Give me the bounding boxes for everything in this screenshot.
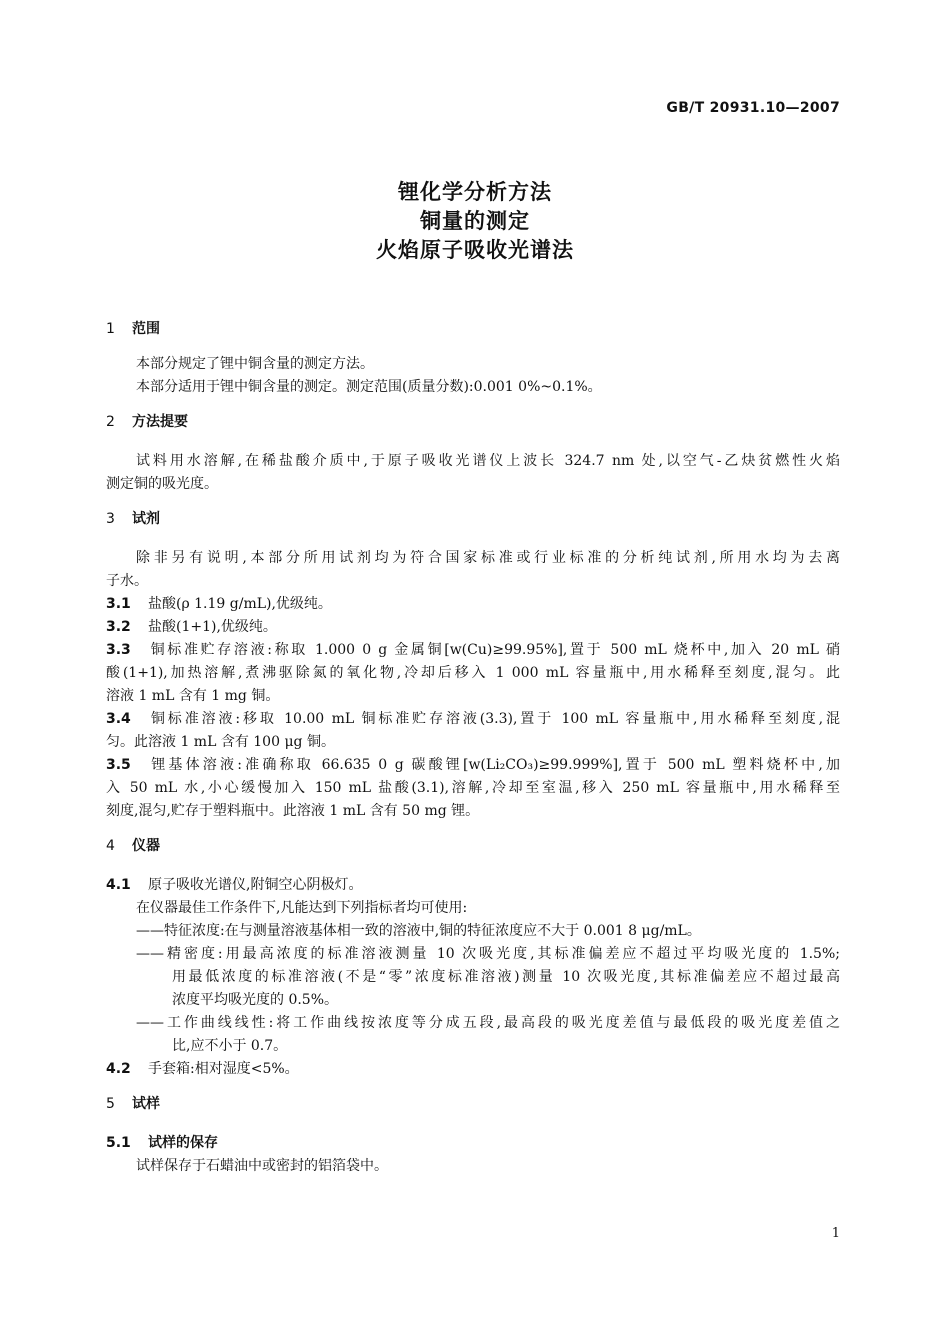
document-body (106, 318, 840, 1178)
section-heading-1: 1 范围 (106, 321, 160, 337)
standard-code: GB/T 20931.10—2007 (666, 100, 840, 116)
list-item: 4.2 手套箱:相对湿度<5%。 (106, 1061, 299, 1077)
title-line-3: 火焰原子吸收光谱法 (376, 238, 574, 262)
section-heading-2: 2 方法提要 (106, 414, 188, 430)
list-item: 3.3 铜标准贮存溶液:称取 1.000 0 g 金属铜[w(Cu)≥99.95%],置于 500 mL 烧杯中,加入 20 mL 硝 (106, 642, 840, 658)
list-item-continuation: 酸(1+1),加热溶解,煮沸驱除氮的氧化物,冷却后移入 1 000 mL 容量瓶中,用水稀释至刻度,混匀。此 (106, 665, 840, 681)
list-item-continuation: 刻度,混匀,贮存于塑料瓶中。此溶液 1 mL 含有 50 mg 锂。 (106, 803, 480, 819)
paragraph: 在仪器最佳工作条件下,凡能达到下列指标者均可使用: (136, 900, 468, 916)
list-item: 3.2 盐酸(1+1),优级纯。 (106, 619, 277, 635)
section-heading-3: 3 试剂 (106, 511, 160, 527)
paragraph: 试料用水溶解,在稀盐酸介质中,于原子吸收光谱仪上波长 324.7 nm 处,以空气-乙炔贫燃性火焰 (136, 453, 840, 469)
subsection-heading: 5.1 试样的保存 (106, 1135, 218, 1151)
dash-item-continuation: 浓度平均吸光度的 0.5%。 (172, 992, 339, 1008)
list-item: 3.1 盐酸(ρ 1.19 g/mL),优级纯。 (106, 596, 332, 612)
dash-item: ——精密度:用最高浓度的标准溶液测量 10 次吸光度,其标准偏差应不超过平均吸光度的 1.5%; (136, 946, 840, 962)
list-item-continuation: 溶液 1 mL 含有 1 mg 铜。 (106, 688, 280, 704)
section-heading-4: 4 仪器 (106, 838, 160, 854)
paragraph: 试样保存于石蜡油中或密封的铝箔袋中。 (136, 1158, 388, 1174)
page-number: 1 (831, 1226, 840, 1241)
list-item: 4.1 原子吸收光谱仪,附铜空心阴极灯。 (106, 877, 363, 893)
document-title (0, 178, 950, 265)
list-item-continuation: 匀。此溶液 1 mL 含有 100 μg 铜。 (106, 734, 335, 750)
dash-item-continuation: 比,应不小于 0.7。 (172, 1038, 288, 1054)
paragraph: 子水。 (106, 573, 148, 589)
list-item-continuation: 入 50 mL 水,小心缓慢加入 150 mL 盐酸(3.1),溶解,冷却至室温,移入 250 mL 容量瓶中,用水稀释至 (106, 780, 840, 796)
paragraph: 本部分适用于锂中铜含量的测定。测定范围(质量分数):0.001 0%~0.1%。 (136, 379, 602, 395)
dash-item: ——工作曲线线性:将工作曲线按浓度等分成五段,最高段的吸光度差值与最低段的吸光度差值之 (136, 1015, 840, 1031)
list-item: 3.5 锂基体溶液:准确称取 66.635 0 g 碳酸锂[w(Li₂CO₃)≥99.999%],置于 500 mL 塑料烧杯中,加 (106, 757, 840, 773)
paragraph: 本部分规定了锂中铜含量的测定方法。 (136, 356, 374, 372)
title-line-2: 铜量的测定 (420, 209, 530, 233)
title-line-1: 锂化学分析方法 (398, 180, 552, 204)
list-item: 3.4 铜标准溶液:移取 10.00 mL 铜标准贮存溶液(3.3),置于 100 mL 容量瓶中,用水稀释至刻度,混 (106, 711, 840, 727)
paragraph: 除非另有说明,本部分所用试剂均为符合国家标准或行业标准的分析纯试剂,所用水均为去离 (136, 550, 840, 566)
section-heading-5: 5 试样 (106, 1096, 160, 1112)
dash-item: ——特征浓度:在与测量溶液基体相一致的溶液中,铜的特征浓度应不大于 0.001 8 μg/mL。 (136, 923, 701, 939)
paragraph: 测定铜的吸光度。 (106, 476, 218, 492)
dash-item-continuation: 用最低浓度的标准溶液(不是“零”浓度标准溶液)测量 10 次吸光度,其标准偏差应不超过最高 (172, 969, 840, 985)
